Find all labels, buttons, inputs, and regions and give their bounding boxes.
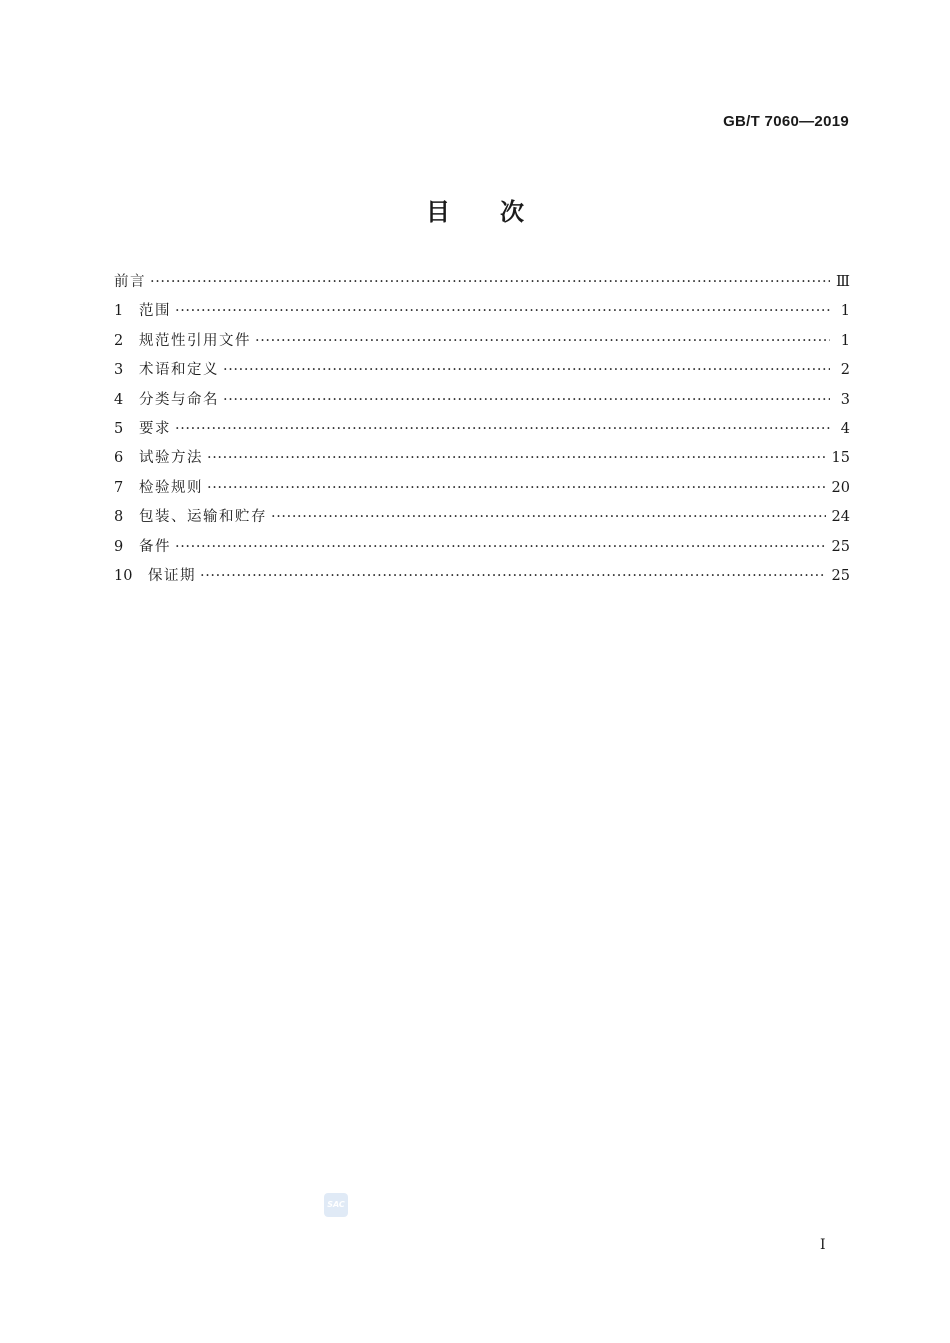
toc-entry-label: 要求 [139,420,171,437]
toc-entry-label: 规范性引用文件 [139,332,251,349]
toc-entry-page: Ⅲ [836,274,850,290]
toc-entry-number: 8 [114,509,124,526]
toc-entry-label: 术语和定义 [139,362,219,379]
dot-leader [271,509,826,525]
toc-entry-page: 15 [831,450,850,467]
toc-entry-label: 包装、运输和贮存 [139,509,267,526]
toc-entry-page: 20 [831,479,850,496]
toc-entry-number: 10 [114,567,133,584]
toc-entry-label: 范围 [139,303,171,320]
dot-leader [200,568,826,584]
toc-entry-classification[interactable] [114,388,850,417]
toc-entry-page: 1 [840,332,850,349]
sac-logo-icon: SAC [324,1193,348,1217]
toc-entry-label: 检验规则 [139,479,203,496]
toc-entry-label: 前言 [114,274,146,290]
toc-entry-scope[interactable] [114,299,850,328]
toc-entry-page: 25 [831,567,850,584]
toc-entry-page: 25 [831,538,850,555]
toc-entry-inspection-rules[interactable] [114,476,850,505]
toc-entry-number: 4 [114,391,124,408]
toc-entry-number: 7 [114,479,124,496]
dot-leader [175,303,830,319]
toc-entry-requirements[interactable] [114,417,850,446]
toc-entry-packaging[interactable] [114,505,850,534]
toc-entry-terms-definitions[interactable] [114,358,850,387]
toc-entry-spare-parts[interactable] [114,535,850,564]
dot-leader [175,539,826,555]
toc-entry-page: 3 [840,391,850,408]
toc-entry-label: 试验方法 [139,450,203,467]
page-number: I [820,1237,826,1253]
toc-entry-page: 4 [840,420,850,437]
toc-entry-normative-references[interactable] [114,329,850,358]
dot-leader [207,450,826,466]
toc-entry-page: 24 [831,509,850,526]
toc-entry-number: 5 [114,420,124,437]
dot-leader [207,480,826,496]
dot-leader [150,274,830,290]
toc-entry-label: 备件 [139,538,171,555]
dot-leader [223,362,830,378]
toc-entry-number: 1 [114,303,124,320]
toc-entry-test-methods[interactable] [114,446,850,475]
toc-entry-page: 2 [840,362,850,379]
toc-entry-foreword[interactable] [114,270,850,299]
toc-entry-warranty[interactable] [114,564,850,593]
toc-entry-number: 3 [114,362,124,379]
toc-entry-page: 1 [840,303,850,320]
dot-leader [175,421,830,437]
dot-leader [223,392,830,408]
table-of-contents [114,270,850,593]
standard-number: GB/T 7060—2019 [723,113,849,130]
toc-entry-number: 2 [114,332,124,349]
dot-leader [255,333,830,349]
toc-entry-label: 保证期 [148,567,196,584]
toc-title: 目次 [426,198,574,226]
toc-entry-number: 6 [114,450,124,467]
toc-entry-number: 9 [114,538,124,555]
toc-entry-label: 分类与命名 [139,391,219,408]
